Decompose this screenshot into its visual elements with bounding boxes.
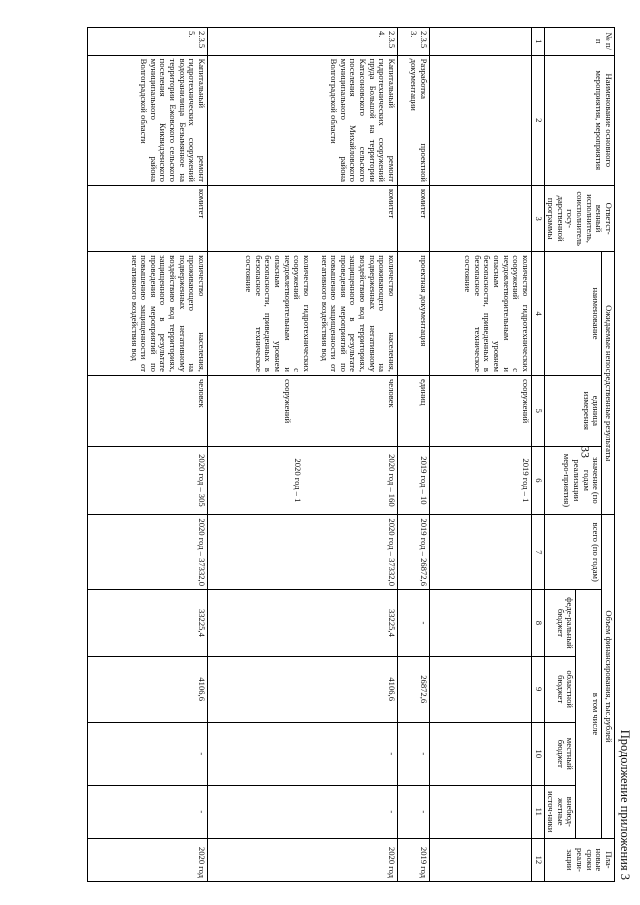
- row-deadline: 2019 год: [398, 838, 430, 881]
- continuation-label: Продолжение приложения 3: [618, 729, 632, 880]
- row-fin-loc: -: [398, 722, 430, 785]
- header-res-value: значение (по годам реализации меро-приятия): [544, 446, 602, 514]
- row-no: 2.3.53.: [398, 28, 430, 56]
- row-fin-fed: [430, 590, 532, 656]
- row-result-unit: человек: [88, 375, 208, 446]
- header-fin-loc: местный бюджет: [544, 722, 576, 785]
- column-number-row: [532, 28, 545, 882]
- row-fin-extra: -: [88, 785, 208, 838]
- row-result-value: 2020 год – 305: [88, 446, 208, 514]
- row-fin-fed: 33225,4: [208, 590, 398, 656]
- program-table: [87, 27, 615, 882]
- row-name: Капитальный ремонт гидротехнических сооружений пруда Большой на территории Катасоновского сельского поселения Михайловского муниципального района Волгоградской области: [208, 55, 398, 185]
- table-row: [208, 28, 398, 882]
- column-number: 9: [532, 656, 545, 722]
- row-fin-extra: [430, 785, 532, 838]
- row-fin-extra: -: [208, 785, 398, 838]
- row-name: Разработка проектной документации: [398, 55, 430, 185]
- row-fin-loc: -: [208, 722, 398, 785]
- header-fin-extra: внебюд-жетные источ-ники: [544, 785, 576, 838]
- row-result-value: 2020 год – 160: [387, 454, 397, 507]
- row-result-value: 2019 год – 10: [398, 446, 430, 514]
- row-result-unit: сооружений: [430, 375, 532, 446]
- row-fin-total: 2020 год – 37332,0: [88, 515, 208, 590]
- row-name: Капитальный ремонт гидротехнических сооружений водохранилища Безымянное на территории Ежовского сельского поселения Киквидзенского муниципального района Волгоградской области: [88, 55, 208, 185]
- row-executor: комитет: [208, 185, 398, 251]
- header-name: Наименование основного мероприятия, мероприятия: [544, 55, 614, 185]
- row-result-value-2: 2020 год – 1: [293, 458, 304, 503]
- row-deadline: [430, 838, 532, 881]
- row-fin-total: [430, 515, 532, 590]
- row-fin-total: 2019 год – 26872,6: [398, 515, 430, 590]
- row-result-name: проектная документация: [398, 252, 430, 376]
- column-number: 7: [532, 515, 545, 590]
- column-number: 2: [532, 55, 545, 185]
- header-fin-incl: в том числе: [576, 590, 602, 839]
- column-number: 3: [532, 185, 545, 251]
- row-no: 2.3.55.: [88, 28, 208, 56]
- row-fin-fed: 33225,4: [88, 590, 208, 656]
- column-number: 12: [532, 838, 545, 881]
- row-result-value: 2019 год – 1: [430, 446, 532, 514]
- row-no: [430, 28, 532, 56]
- column-number: 8: [532, 590, 545, 656]
- row-result-name: количество населения, проживающего на подверженных негативному воздействию вод территориях, защищенного в результате проведения мероприятий по повышению защищенности от негативного воздействия вод: [88, 252, 208, 376]
- column-number: 11: [532, 785, 545, 838]
- header-executor: Ответст-венный исполнитель, соисполнитель госу-дарственной программы: [544, 185, 614, 251]
- row-fin-loc: -: [88, 722, 208, 785]
- header-no: № п/п: [544, 28, 614, 56]
- row-no: 2.3.54.: [208, 28, 398, 56]
- row-fin-extra: -: [398, 785, 430, 838]
- row-deadline: 2020 год: [88, 838, 208, 881]
- row-executor: комитет: [398, 185, 430, 251]
- table-row: [88, 28, 208, 882]
- row-executor: комитет: [88, 185, 208, 251]
- table-row: [398, 28, 430, 882]
- page-number: 33: [578, 446, 593, 458]
- row-name: [430, 55, 532, 185]
- header-fin-fed: феде-ральный бюджет: [544, 590, 576, 656]
- row-result-name-2: количество гидротехнических сооружений с неудовлетворительным и опасным уровнем безопасности, приведенных в безопасное техническое состояние: [244, 255, 312, 372]
- row-fin-reg: 26872,6: [398, 656, 430, 722]
- row-result-cell: [208, 252, 398, 376]
- row-result-name: количество гидротехнических сооружений с неудовлетворительным и опасным уровнем безопасности, приведенных в безопасное техническое состояние: [430, 252, 532, 376]
- row-result-unit: единиц: [398, 375, 430, 446]
- row-fin-reg: 4106,6: [208, 656, 398, 722]
- column-number: 4: [532, 252, 545, 376]
- row-fin-reg: [430, 656, 532, 722]
- row-fin-reg: 4106,6: [88, 656, 208, 722]
- row-result-unit: человек: [387, 378, 397, 408]
- header-res-unit: единица измерения: [544, 375, 602, 446]
- row-deadline: 2020 год: [208, 838, 398, 881]
- table-row: [430, 28, 532, 882]
- row-result-unit-cell: [208, 375, 398, 446]
- header-fin-reg: областной бюджет: [544, 656, 576, 722]
- row-fin-total: 2020 год – 37332,0: [208, 515, 398, 590]
- row-result-unit-2: сооружений: [283, 378, 294, 424]
- column-number: 5: [532, 375, 545, 446]
- row-fin-loc: [430, 722, 532, 785]
- column-number: 6: [532, 446, 545, 514]
- column-number: 1: [532, 28, 545, 56]
- row-fin-fed: -: [398, 590, 430, 656]
- row-result-value-cell: [208, 446, 398, 514]
- header-results-group: Ожидаемые непосредственные результаты: [602, 252, 615, 515]
- row-result-name: количество населения, проживающего на подверженных негативному воздействию вод территориях, защищенного в результате проведения мероприятий по повышению защищенности от негативного воздействия вод: [319, 255, 397, 372]
- header-res-name: наименование: [544, 252, 602, 376]
- header-finance-group: Объем финансирования, тыс.рублей: [602, 515, 615, 839]
- column-number: 10: [532, 722, 545, 785]
- row-executor: [430, 185, 532, 251]
- header-deadline: Пла-новые сроки реали-зации: [544, 838, 614, 881]
- header-fin-total: всего (по годам): [544, 515, 602, 590]
